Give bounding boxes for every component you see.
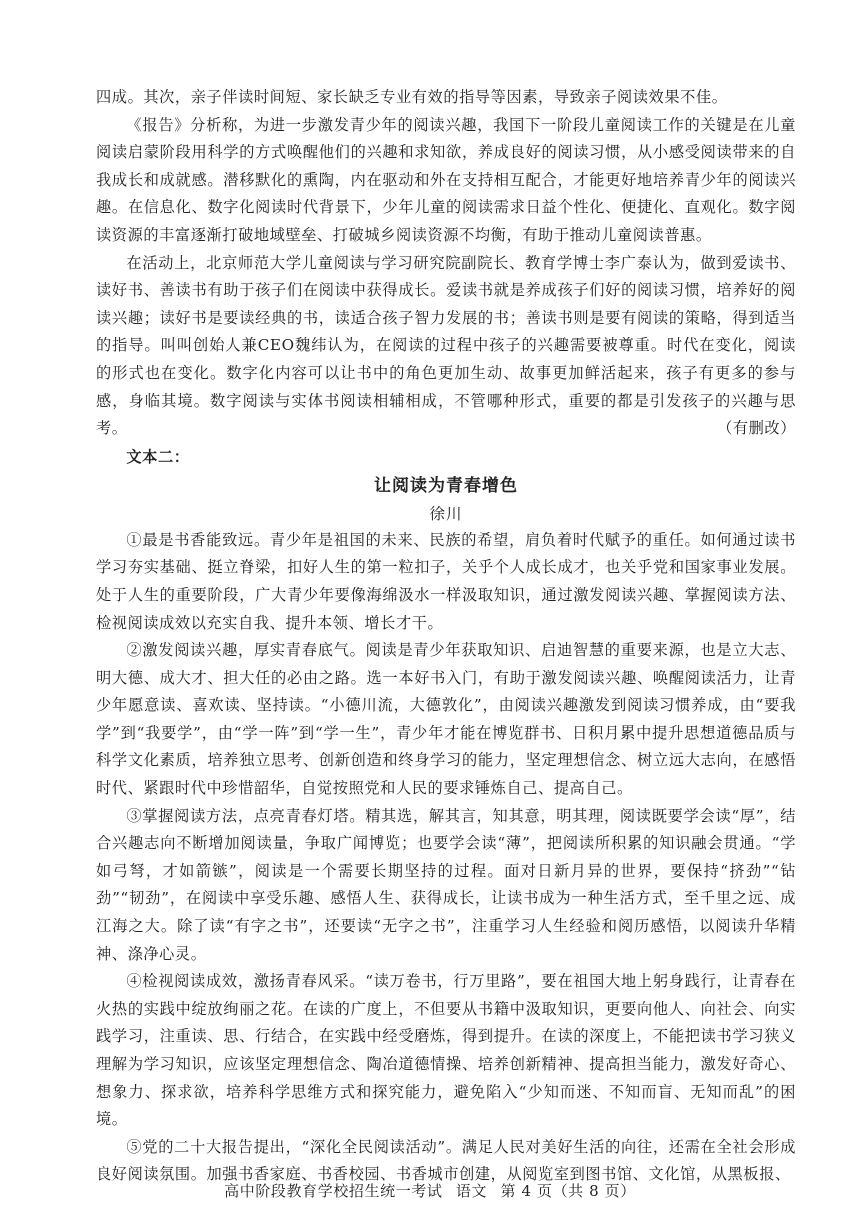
section-label: 文本二：	[126, 447, 190, 466]
edit-note: （有删改）	[717, 419, 796, 438]
document-page	[96, 84, 796, 1189]
paragraph: 四成。其次，亲子伴读时间短、家长缺乏专业有效的指导等因素，导致亲子阅读效果不佳。	[96, 88, 728, 106]
page-footer	[0, 1180, 860, 1201]
paragraph: ③掌握阅读方法，点亮青春灯塔。精其选，解其言，知其意，明其理，阅读既要学会读“厚”，结合兴趣志向不断增加阅读量，争取广闻博览；也要学会读“薄”，把阅读所积累的知识融会贯通。“学如弓弩，才如箭镞”，阅读是一个需要长期坚持的过程。面对日新月异的世界，要保持“挤劲”“钻劲”“韧劲”，在阅读中享受乐趣、感悟人生、获得成长，让读书成为一种生活方式，至千里之远、成江海之大。除了读“有字之书”，还要读“无字之书”，注重学习人生经验和阅历感悟，以阅读升华精神、涤净心灵。	[96, 806, 796, 963]
subject-name: 语文	[455, 1182, 488, 1200]
article-title: 让阅读为青春增色	[374, 475, 518, 496]
paragraph: ⑤党的二十大报告提出，“深化全民阅读活动”。满足人民对美好生活的向往，还需在全社会形成良好阅读氛围。加强书香家庭、书香校园、书香城市创建，从阅览室到图书馆、文化馆，从黑板报、	[96, 1137, 796, 1184]
paragraph: ②激发阅读兴趣，厚实青春底气。阅读是青少年获取知识、启迪智慧的重要来源，也是立大志、明大德、成大才、担大任的必由之路。选一本好书入门，有助于激发阅读兴趣、唤醒阅读活力，让青少年愿意读、喜欢读、坚持读。“小德川流，大德敦化”，由阅读兴趣激发到阅读习惯养成，由“要我学”到“我要学”，由“学一阵”到“学一生”，青少年才能在博览群书、日积月累中提升思想道德品质与科学文化素质，培养独立思考、创新创造和终身学习的能力，坚定理想信念、树立远大志向，在感悟时代、紧跟时代中珍惜韶华，自觉按照党和人民的要求锤炼自己、提高自己。	[96, 641, 796, 798]
page-number: 第 4 页（共 8 页）	[500, 1182, 636, 1200]
paragraph: 《报告》分析称，为进一步激发青少年的阅读兴趣，我国下一阶段儿童阅读工作的关键是在儿童阅读启蒙阶段用科学的方式唤醒他们的兴趣和求知欲，养成良好的阅读习惯，从小感受阅读带来的自我成长和成就感。潜移默化的熏陶，内在驱动和外在支持相互配合，才能更好地培养青少年的阅读兴趣。在信息化、数字化阅读时代背景下，少年儿童的阅读需求日益个性化、便捷化、直观化。数字阅读资源的丰富逐渐打破地域壁垒、打破城乡阅读资源不均衡，有助于推动儿童阅读普惠。	[96, 115, 796, 244]
exam-name: 高中阶段教育学校招生统一考试	[224, 1182, 443, 1200]
article-author: 徐川	[429, 504, 463, 523]
paragraph: 在活动上，北京师范大学儿童阅读与学习研究院副院长、教育学博士李广泰认为，做到爱读书、读好书、善读书有助于孩子们在阅读中获得成长。爱读书就是养成孩子们好的阅读习惯，培养好的阅读兴趣；读好书是要读经典的书，读适合孩子智力发展的书；善读书则是要有阅读的策略，得到适当的指导。叫叫创始人兼CEO魏纬认为，在阅读的过程中孩子的兴趣需要被尊重。时代在变化，阅读的形式也在变化。数字化内容可以让书中的角色更加生动、故事更加鲜活起来，孩子有更多的参与感，身临其境。数字阅读与实体书阅读相辅相成，不管哪种形式，重要的都是引发孩子的兴趣与思考。	[96, 253, 796, 438]
paragraph: ④检视阅读成效，激扬青春风采。“读万卷书，行万里路”，要在祖国大地上躬身践行，让青春在火热的实践中绽放绚丽之花。在读的广度上，不但要从书籍中汲取知识，更要向他人、向社会、向实践学习，注重读、思、行结合，在实践中经受磨炼，得到提升。在读的深度上，不能把读书学习狭义理解为学习知识，应该坚定理想信念、陶冶道德情操、培养创新精神、提高担当能力，激发好奇心、想象力、探求欲，培养科学思维方式和探究能力，避免陷入“少知而迷、不知而盲、无知而乱”的困境。	[96, 972, 796, 1129]
paragraph: ①最是书香能致远。青少年是祖国的未来、民族的希望，肩负着时代赋予的重任。如何通过读书学习夯实基础、挺立脊梁，扣好人生的第一粒扣子，关乎个人成长成才，也关乎党和国家事业发展。处于人生的重要阶段，广大青少年要像海绵汲水一样汲取知识，通过激发阅读兴趣、掌握阅读方法、检视阅读成效以充实自我、提升本领、增长才干。	[96, 530, 796, 632]
